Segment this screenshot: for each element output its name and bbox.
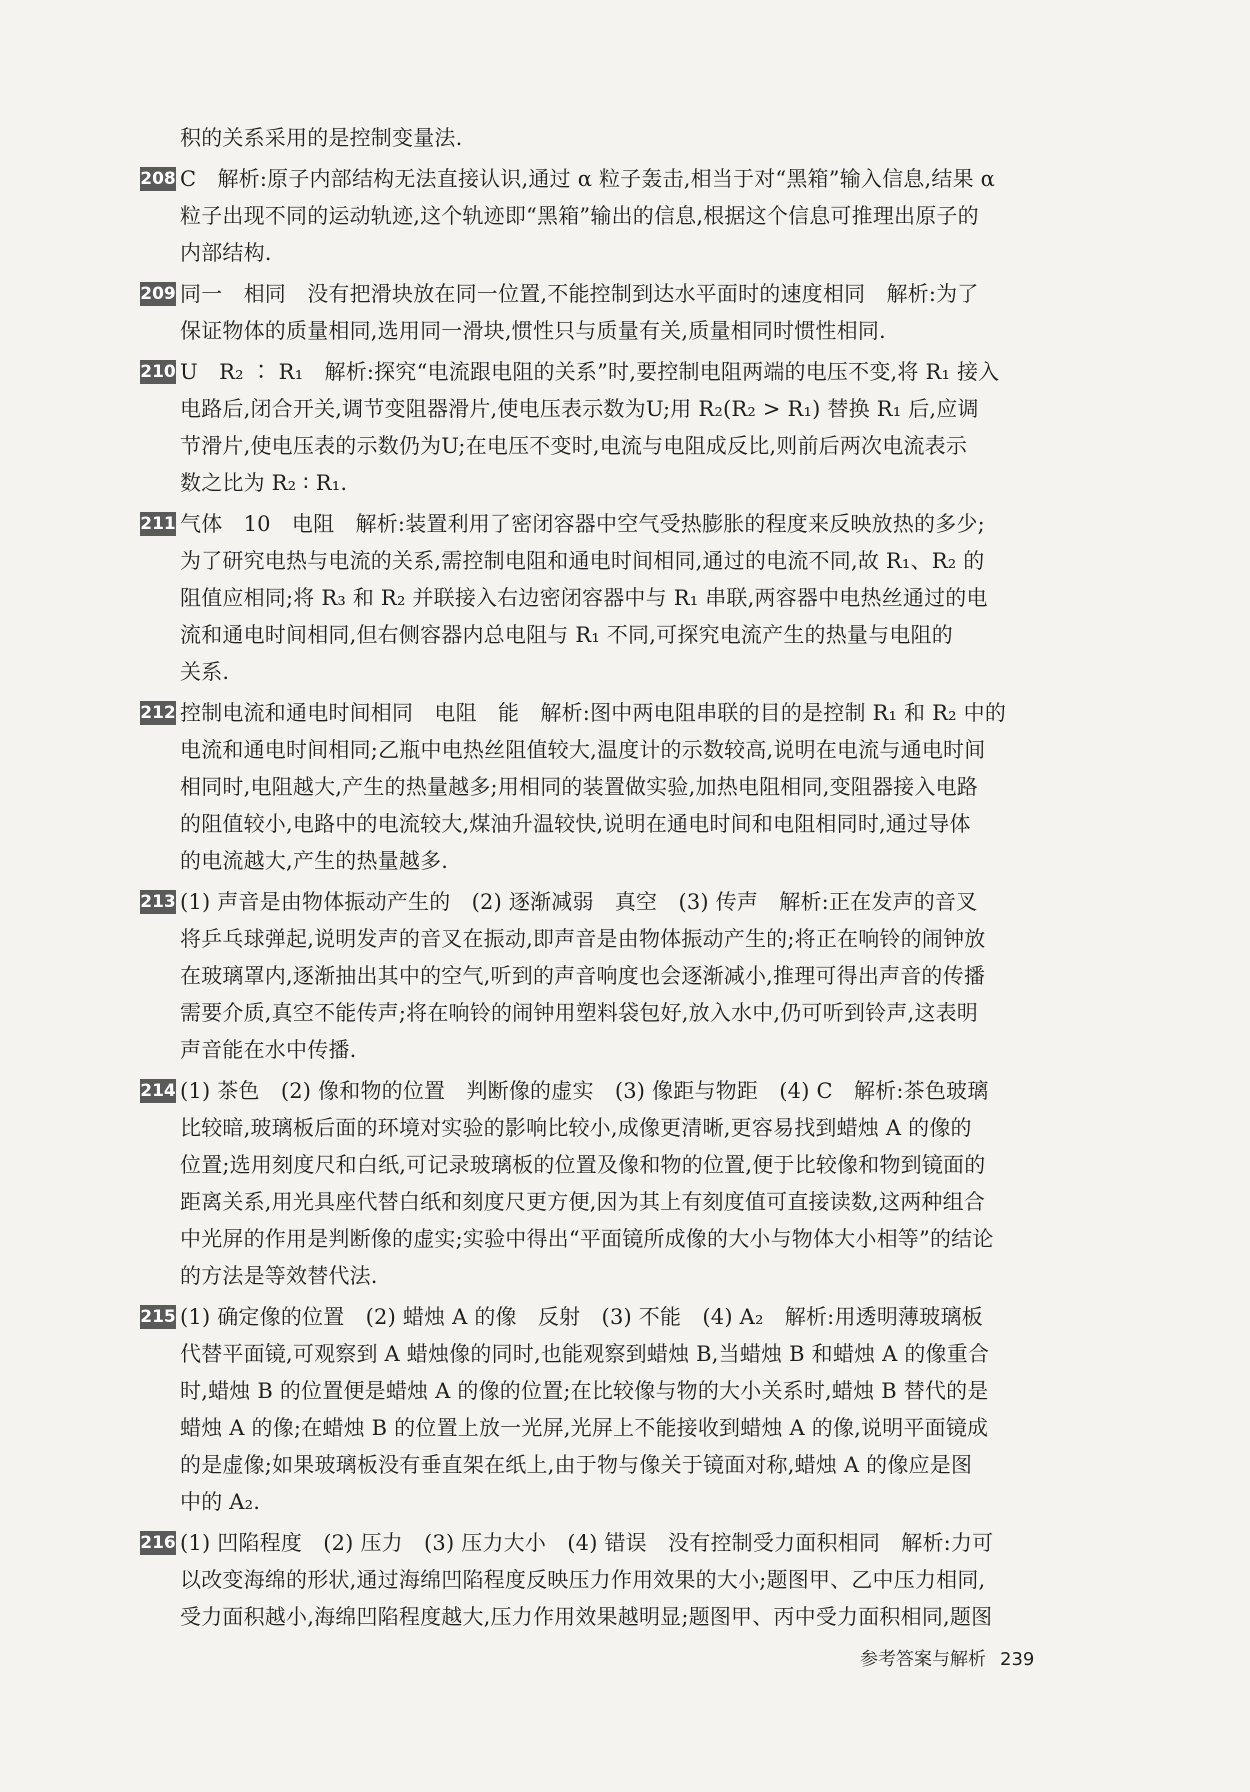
answer-line: 相同时,电阻越大,产生的热量越多;用相同的装置做实验,加热电阻相同,变阻器接入电路	[180, 775, 978, 799]
answer-line: (1) 声音是由物体振动产生的 (2) 逐渐减弱 真空 (3) 传声 解析:正在发声的音叉	[180, 890, 978, 914]
answer-line: 声音能在水中传播.	[180, 1038, 357, 1062]
answer-line: C 解析:原子内部结构无法直接认识,通过 α 粒子轰击,相当于对“黑箱”输入信息,结果 α	[180, 167, 996, 191]
answer-entry	[140, 276, 1118, 350]
answer-line: 为了研究电热与电流的关系,需控制电阻和通电时间相同,通过的电流不同,故 R₁、R₂ 的	[180, 549, 985, 573]
answer-line: 需要介质,真空不能传声;将在响铃的闹钟用塑料袋包好,放入水中,仍可听到铃声,这表明	[180, 1001, 978, 1025]
answer-line: 位置;选用刻度尺和白纸,可记录玻璃板的位置及像和物的位置,便于比较像和物到镜面的	[180, 1153, 986, 1177]
answer-line: 距离关系,用光具座代替白纸和刻度尺更方便,因为其上有刻度值可直接读数,这两种组合	[180, 1190, 986, 1214]
question-number-badge: 213	[140, 892, 176, 912]
answer-line: (1) 茶色 (2) 像和物的位置 判断像的虚实 (3) 像距与物距 (4) C 解析:茶色玻璃	[180, 1079, 989, 1103]
answer-line: 关系.	[180, 660, 230, 684]
answer-entry	[140, 1299, 1118, 1521]
question-number-badge: 209	[140, 284, 176, 304]
question-number-badge: 215	[140, 1307, 176, 1327]
answer-line: 的方法是等效替代法.	[180, 1264, 378, 1288]
answer-line: 在玻璃罩内,逐渐抽出其中的空气,听到的声音响度也会逐渐减小,推理可得出声音的传播	[180, 964, 986, 988]
answer-line: 积的关系采用的是控制变量法.	[180, 126, 463, 150]
answer-line: 电路后,闭合开关,调节变阻器滑片,使电压表示数为U;用 R₂(R₂ > R₁) 替换 R₁ 后,应调	[180, 397, 979, 421]
answer-line: 同一 相同 没有把滑块放在同一位置,不能控制到达水平面时的速度相同 解析:为了	[180, 282, 979, 306]
answer-line: 受力面积越小,海绵凹陷程度越大,压力作用效果越明显;题图甲、丙中受力面积相同,题图	[180, 1605, 993, 1629]
question-number-badge: 214	[140, 1081, 176, 1101]
answer-line: 蜡烛 A 的像;在蜡烛 B 的位置上放一光屏,光屏上不能接收到蜡烛 A 的像,说明平面镜成	[180, 1416, 989, 1440]
answer-line: 控制电流和通电时间相同 电阻 能 解析:图中两电阻串联的目的是控制 R₁ 和 R₂ 中的	[180, 701, 1007, 725]
answer-line: 阻值应相同;将 R₃ 和 R₂ 并联接入右边密闭容器中与 R₁ 串联,两容器中电热丝通过的电	[180, 586, 988, 610]
answer-entry	[140, 1525, 1118, 1636]
answer-line: 时,蜡烛 B 的位置便是蜡烛 A 的像的位置;在比较像与物的大小关系时,蜡烛 B 替代的是	[180, 1379, 989, 1403]
answer-content	[140, 120, 1118, 1640]
answer-line: 以改变海绵的形状,通过海绵凹陷程度反映压力作用效果的大小;题图甲、乙中压力相同,	[180, 1568, 986, 1592]
question-number-badge: 211	[140, 514, 176, 534]
answer-entry	[140, 506, 1118, 691]
page-number: 239	[1000, 1649, 1035, 1670]
answer-line: 中光屏的作用是判断像的虚实;实验中得出“平面镜所成像的大小与物体大小相等”的结论	[180, 1227, 994, 1251]
answer-line: 流和通电时间相同,但右侧容器内总电阻与 R₁ 不同,可探究电流产生的热量与电阻的	[180, 623, 953, 647]
answer-line: 代替平面镜,可观察到 A 蜡烛像的同时,也能观察到蜡烛 B,当蜡烛 B 和蜡烛 A 的像重合	[180, 1342, 990, 1366]
answer-line: 电流和通电时间相同;乙瓶中电热丝阻值较大,温度计的示数较高,说明在电流与通电时间	[180, 738, 986, 762]
footer-section-title: 参考答案与解析	[860, 1649, 986, 1670]
answer-line: 的阻值较小,电路中的电流较大,煤油升温较快,说明在通电时间和电阻相同时,通过导体	[180, 812, 971, 836]
answer-line: 中的 A₂.	[180, 1490, 261, 1514]
continuation-block	[140, 120, 1118, 157]
answer-line: 粒子出现不同的运动轨迹,这个轨迹即“黑箱”输出的信息,根据这个信息可推理出原子的	[180, 204, 979, 228]
answer-line: 比较暗,玻璃板后面的环境对实验的影响比较小,成像更清晰,更容易找到蜡烛 A 的像的	[180, 1116, 972, 1140]
answer-line: 内部结构.	[180, 241, 272, 265]
answer-line: 气体 10 电阻 解析:装置利用了密闭容器中空气受热膨胀的程度来反映放热的多少;	[180, 512, 985, 536]
answer-line: (1) 确定像的位置 (2) 蜡烛 A 的像 反射 (3) 不能 (4) A₂ 解析:用透明薄玻璃板	[180, 1305, 983, 1329]
answer-line: 将乒乓球弹起,说明发声的音叉在振动,即声音是由物体振动产生的;将正在响铃的闹钟放	[180, 927, 986, 951]
question-number-badge: 212	[140, 703, 176, 723]
page-footer	[860, 1648, 1034, 1672]
question-number-badge: 216	[140, 1533, 176, 1553]
answer-entry	[140, 695, 1118, 880]
answer-entry	[140, 354, 1118, 502]
answer-entry	[140, 161, 1118, 272]
answer-entry	[140, 1073, 1118, 1295]
answer-line: 的电流越大,产生的热量越多.	[180, 849, 449, 873]
question-number-badge: 208	[140, 169, 176, 189]
answer-line: 的是虚像;如果玻璃板没有垂直架在纸上,由于物与像关于镜面对称,蜡烛 A 的像应是图	[180, 1453, 973, 1477]
answer-entry	[140, 884, 1118, 1069]
answer-line: U R₂ ∶ R₁ 解析:探究“电流跟电阻的关系”时,要控制电阻两端的电压不变,将 R₁ 接入	[180, 360, 1000, 384]
answer-line: (1) 凹陷程度 (2) 压力 (3) 压力大小 (4) 错误 没有控制受力面积相同 解析:力可	[180, 1531, 994, 1555]
question-number-badge: 210	[140, 362, 176, 382]
answer-line: 节滑片,使电压表的示数仍为U;在电压不变时,电流与电阻成反比,则前后两次电流表示	[180, 434, 968, 458]
answer-line: 数之比为 R₂ ∶ R₁.	[180, 471, 348, 495]
answer-line: 保证物体的质量相同,选用同一滑块,惯性只与质量有关,质量相同时惯性相同.	[180, 319, 886, 343]
